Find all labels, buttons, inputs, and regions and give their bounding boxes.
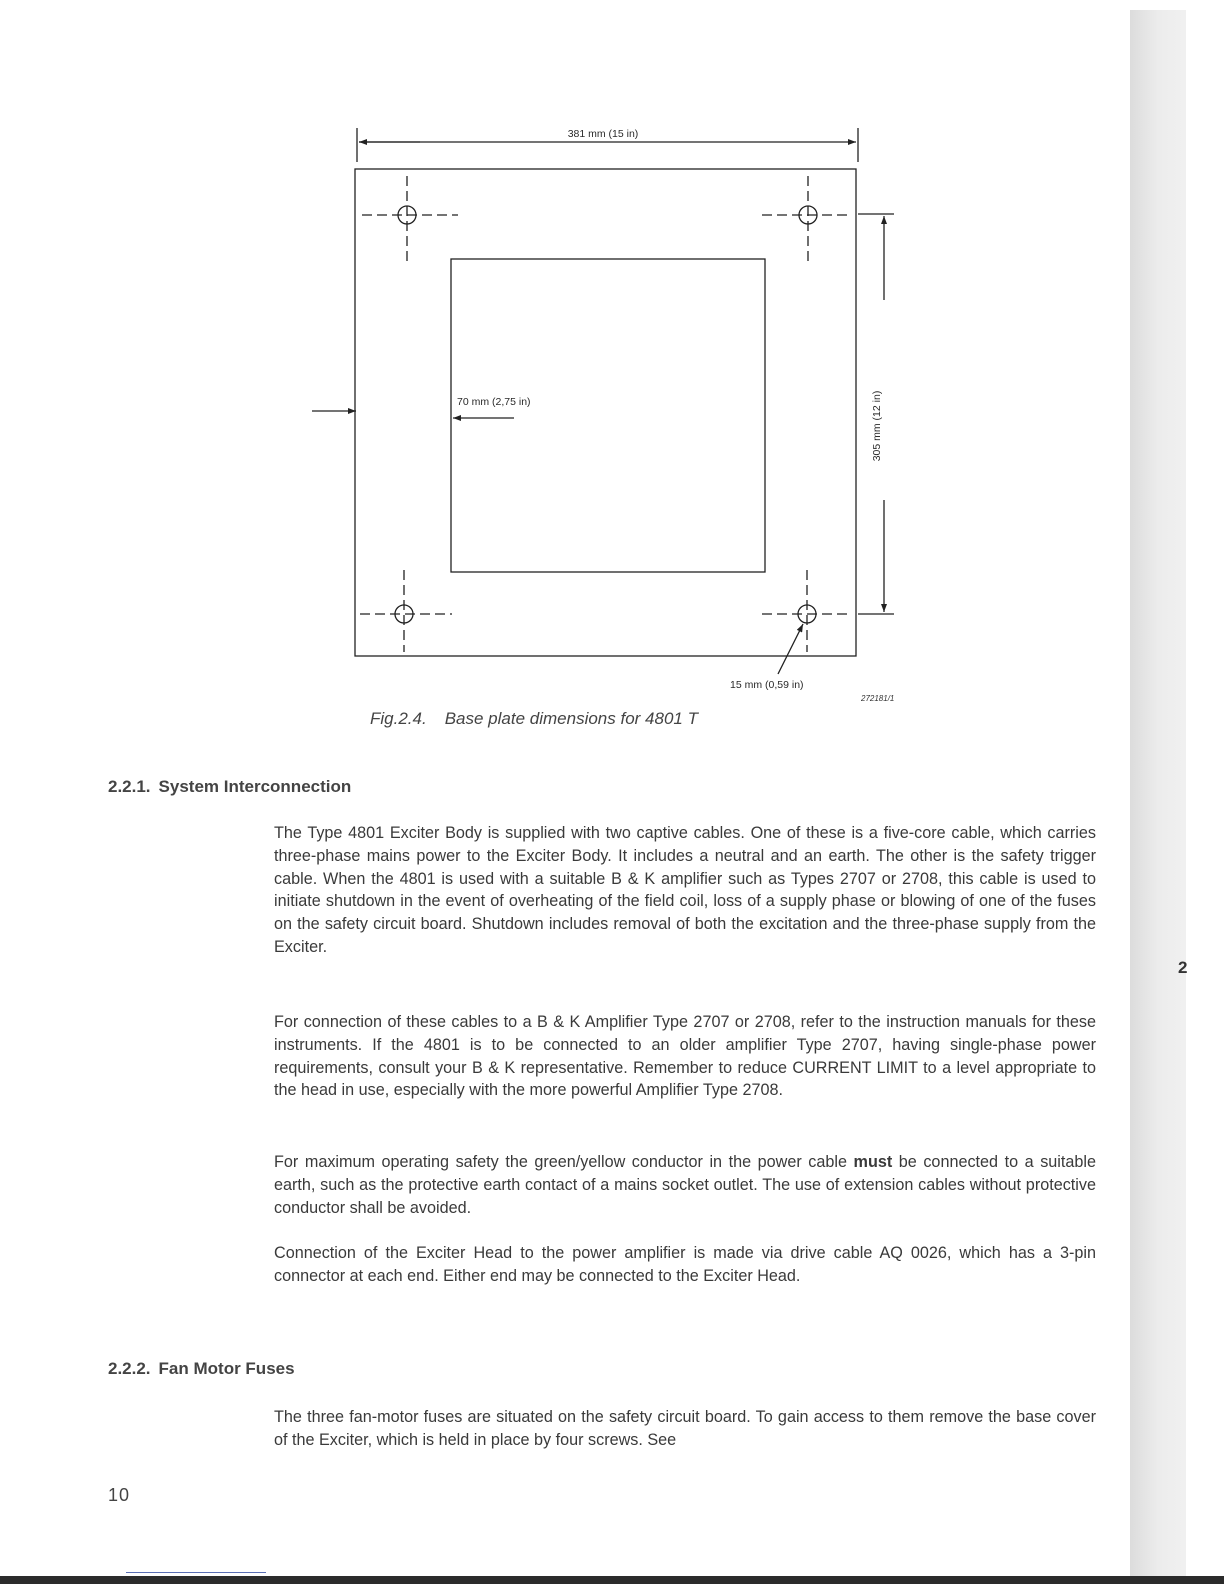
inner-opening-outline — [451, 259, 765, 572]
earth-text-before: For maximum operating safety the green/yellow conductor in the power cable — [274, 1153, 854, 1171]
paragraph-drive-cable: Connection of the Exciter Head to the power amplifier is made via drive cable AQ 0026, which has a 3-pin connector at each end. Either end may be connected to the Exciter Head. — [274, 1244, 1096, 1285]
paragraph-fan-fuses: The three fan-motor fuses are situated on the safety circuit board. To gain access to them remove the base cover of the Exciter, which is held in place by four screws. See — [274, 1408, 1096, 1449]
edge-mark: 2 — [1178, 958, 1188, 977]
section-title: System Interconnection — [158, 777, 352, 796]
hole-diameter-label: 15 mm (0,59 in) — [730, 679, 804, 691]
section-number: 2.2.1. — [108, 777, 151, 796]
outer-plate-outline — [355, 169, 856, 656]
mounting-hole-top-left — [362, 176, 458, 262]
caption-number: Fig.2.4. — [370, 709, 427, 728]
caption-text: Base plate dimensions for 4801 T — [444, 709, 698, 728]
bottom-page-edge — [0, 1576, 1224, 1584]
paragraph-captive-cables: The Type 4801 Exciter Body is supplied with two captive cables. One of these is a five-core cable, which carries three-phase mains power to the Exciter Body. It includes a neutral and an earth. The other is the safety trigger cable. When the 4801 is used with a suitable B & K amplifier such as Types 2707 or 2708, this cable is used to initiate shutdown in the event of overheating of the field coil, loss of a supply phase or blowing of one of the fuses on the safety circuit board. Shutdown includes removal of both the excitation and the three-phase supply from the Exciter. — [274, 824, 1096, 956]
earth-text-after: be connected to a suitable earth, such as the protective earth contact of a mains socket outlet. The use of extension cables without protective conductor shall be avoided. — [274, 1153, 1096, 1217]
section-heading-system-interconnection — [108, 777, 351, 797]
base-plate-diagram — [0, 0, 1224, 740]
width-label: 381 mm (15 in) — [567, 128, 639, 140]
paragraph-earth-safety — [274, 1151, 1096, 1219]
inner-offset-label: 70 mm (2,75 in) — [457, 396, 531, 408]
mounting-hole-bottom-left — [360, 570, 452, 652]
section-number: 2.2.2. — [108, 1359, 151, 1378]
page-number: 10 — [108, 1485, 131, 1505]
mounting-hole-bottom-right — [762, 570, 852, 652]
section-title: Fan Motor Fuses — [158, 1359, 295, 1378]
emphasis-must: must — [853, 1153, 893, 1171]
section-heading-fan-motor-fuses — [108, 1359, 295, 1379]
figure-caption — [370, 709, 830, 729]
hole-leader-line — [778, 624, 803, 674]
mounting-hole-top-right — [762, 176, 852, 262]
drawing-reference: 272181/1 — [861, 694, 895, 703]
bottom-rule-accent — [126, 1572, 266, 1573]
paragraph-amplifier-connection: For connection of these cables to a B & K Amplifier Type 2707 or 2708, refer to the instruction manuals for these instruments. If the 4801 is to be connected to an older amplifier Type 2707, having single-phase power requirements, consult your B & K representative. Remember to reduce CURRENT LIMIT to a level appropriate to the head in use, especially with the more powerful Amplifier Type 2708. — [274, 1013, 1096, 1100]
height-label: 305 mm (12 in) — [871, 390, 883, 462]
